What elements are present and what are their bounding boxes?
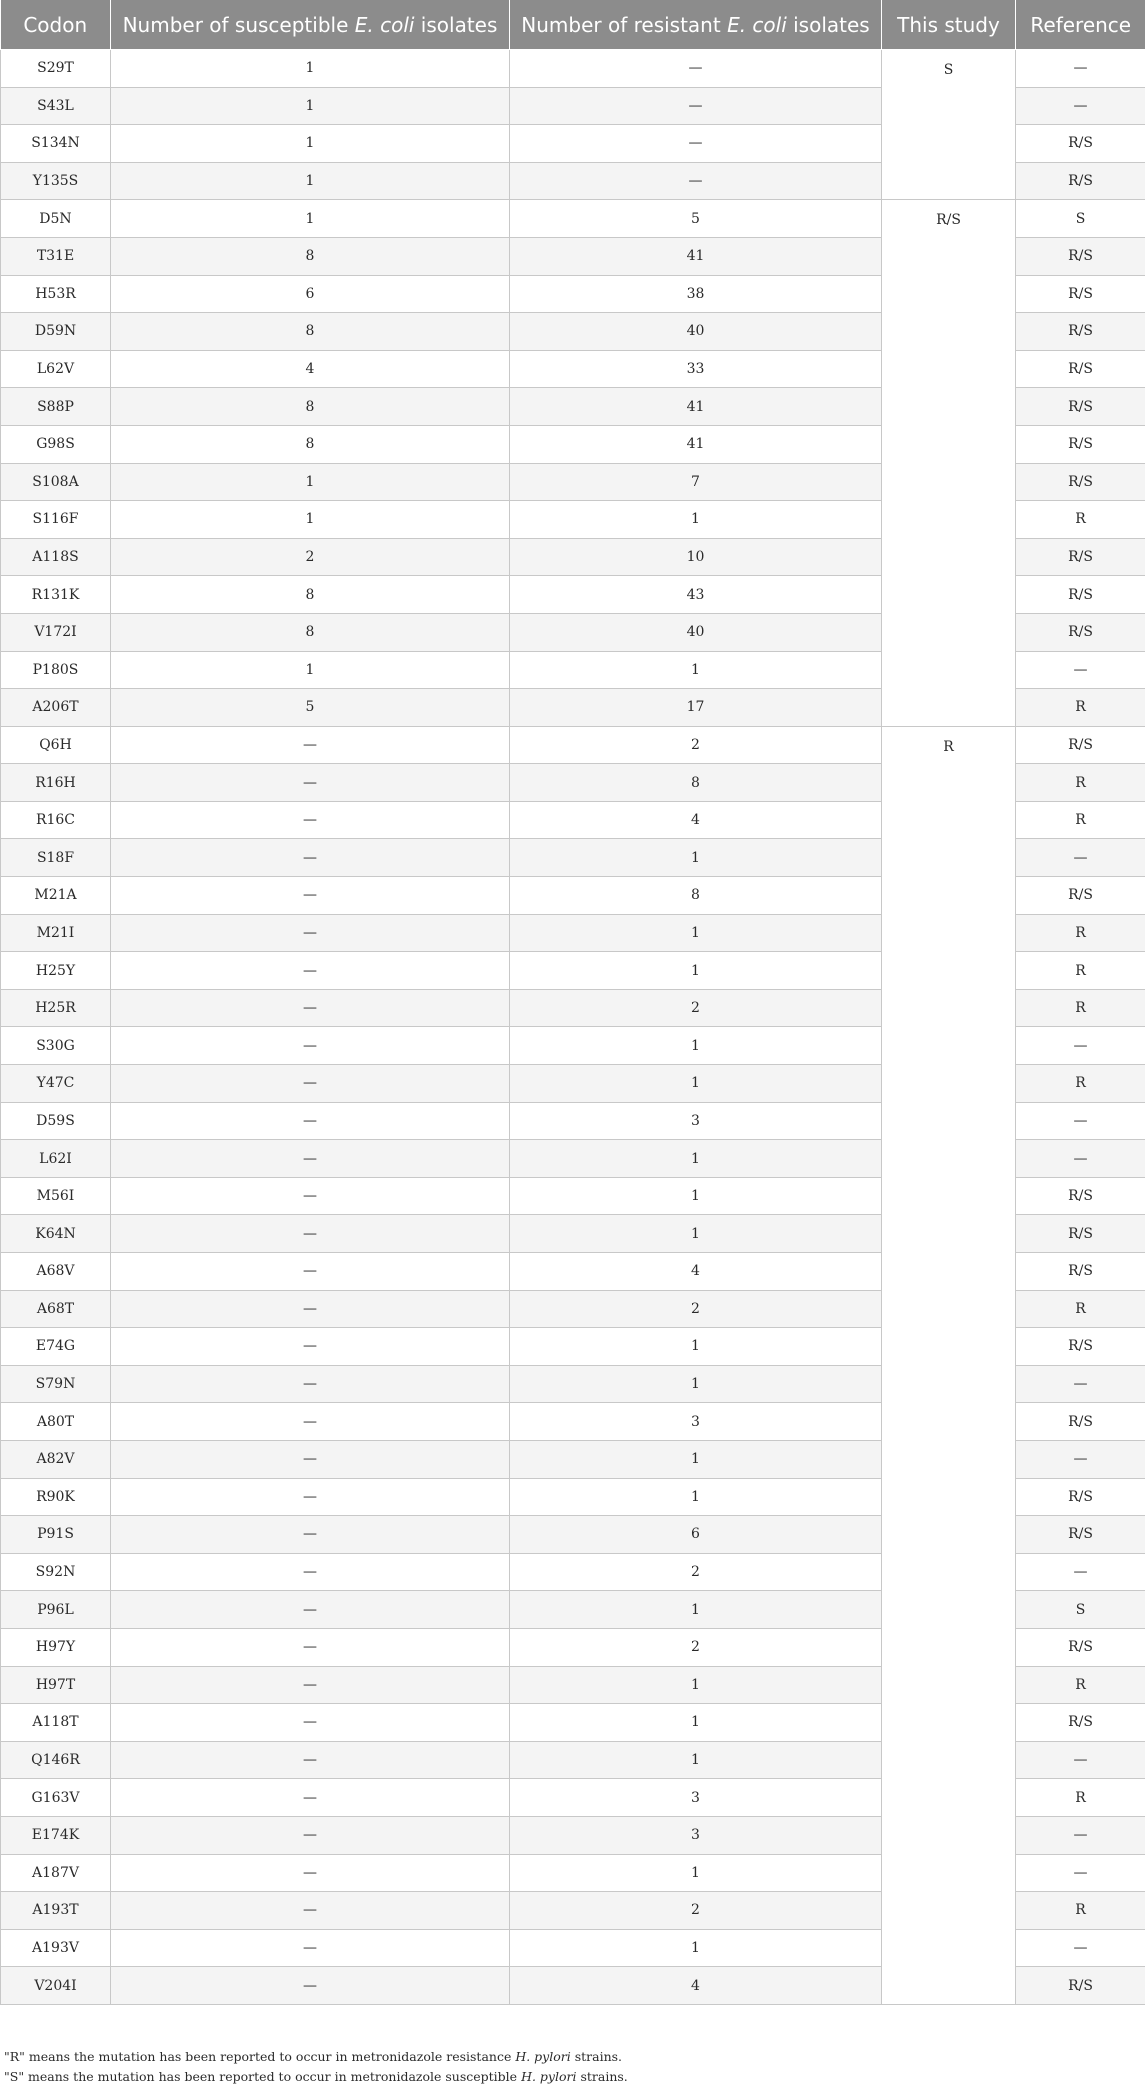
cell-susceptible-count: — — [111, 1177, 510, 1215]
cell-this-study: S — [882, 50, 1016, 200]
cell-reference: R/S — [1016, 1967, 1145, 2005]
cell-resistant-count: 1 — [510, 1365, 882, 1403]
cell-reference: R/S — [1016, 877, 1145, 915]
footnote-r — [4, 2047, 628, 2067]
table-row — [1, 726, 1145, 764]
cell-codon: S29T — [1, 50, 111, 88]
cell-codon: S88P — [1, 388, 111, 426]
cell-codon: H97Y — [1, 1628, 111, 1666]
cell-codon: A193V — [1, 1929, 111, 1967]
cell-codon: M21A — [1, 877, 111, 915]
cell-resistant-count: 1 — [510, 1140, 882, 1178]
header-resistant-pre: Number of resistant — [521, 12, 728, 37]
cell-susceptible-count: — — [111, 1553, 510, 1591]
cell-resistant-count: 6 — [510, 1516, 882, 1554]
cell-susceptible-count: — — [111, 1854, 510, 1892]
cell-codon: P91S — [1, 1516, 111, 1554]
cell-codon: D5N — [1, 200, 111, 238]
cell-reference: R — [1016, 1666, 1145, 1704]
cell-resistant-count: 41 — [510, 237, 882, 275]
cell-susceptible-count: — — [111, 1140, 510, 1178]
cell-reference: R/S — [1016, 125, 1145, 163]
cell-reference: R/S — [1016, 1177, 1145, 1215]
cell-susceptible-count: — — [111, 1365, 510, 1403]
cell-reference: R — [1016, 689, 1145, 727]
cell-codon: S134N — [1, 125, 111, 163]
cell-reference: R/S — [1016, 237, 1145, 275]
cell-reference: — — [1016, 50, 1145, 88]
cell-reference: R — [1016, 1779, 1145, 1817]
cell-resistant-count: 1 — [510, 1328, 882, 1366]
cell-resistant-count: 1 — [510, 1065, 882, 1103]
cell-susceptible-count: 2 — [111, 538, 510, 576]
cell-reference: R — [1016, 1892, 1145, 1930]
cell-resistant-count: 2 — [510, 726, 882, 764]
cell-codon: E174K — [1, 1816, 111, 1854]
cell-resistant-count: 1 — [510, 1215, 882, 1253]
cell-susceptible-count: 8 — [111, 425, 510, 463]
cell-reference: S — [1016, 1591, 1145, 1629]
cell-susceptible-count: — — [111, 1215, 510, 1253]
cell-resistant-count: 4 — [510, 801, 882, 839]
header-reference: Reference — [1016, 0, 1145, 50]
cell-resistant-count: 1 — [510, 914, 882, 952]
cell-reference: S — [1016, 200, 1145, 238]
cell-susceptible-count: 1 — [111, 50, 510, 88]
cell-codon: S108A — [1, 463, 111, 501]
cell-reference: — — [1016, 1816, 1145, 1854]
cell-resistant-count: 2 — [510, 1553, 882, 1591]
cell-resistant-count: 1 — [510, 1854, 882, 1892]
cell-resistant-count: 3 — [510, 1779, 882, 1817]
header-resistant-post: isolates — [786, 12, 870, 37]
cell-reference: R/S — [1016, 576, 1145, 614]
cell-resistant-count: 1 — [510, 1027, 882, 1065]
footnote-r-end: strains. — [570, 2049, 623, 2064]
cell-resistant-count: 1 — [510, 1704, 882, 1742]
header-susceptible-species: E. coli — [354, 12, 415, 37]
cell-resistant-count: — — [510, 50, 882, 88]
cell-reference: — — [1016, 651, 1145, 689]
cell-resistant-count: 1 — [510, 1440, 882, 1478]
cell-susceptible-count: 1 — [111, 162, 510, 200]
cell-resistant-count: 3 — [510, 1403, 882, 1441]
cell-susceptible-count: 8 — [111, 576, 510, 614]
cell-susceptible-count: — — [111, 1328, 510, 1366]
cell-resistant-count: 2 — [510, 1290, 882, 1328]
cell-reference: R — [1016, 1290, 1145, 1328]
cell-resistant-count: 1 — [510, 952, 882, 990]
table-row — [1, 200, 1145, 238]
cell-susceptible-count: — — [111, 764, 510, 802]
header-codon: Codon — [1, 0, 111, 50]
cell-susceptible-count: — — [111, 1779, 510, 1817]
cell-susceptible-count: 5 — [111, 689, 510, 727]
cell-resistant-count: 1 — [510, 1929, 882, 1967]
cell-codon: Q6H — [1, 726, 111, 764]
cell-resistant-count: 3 — [510, 1102, 882, 1140]
cell-codon: L62V — [1, 350, 111, 388]
cell-resistant-count: 7 — [510, 463, 882, 501]
cell-susceptible-count: — — [111, 1440, 510, 1478]
cell-codon: A206T — [1, 689, 111, 727]
cell-susceptible-count: 1 — [111, 651, 510, 689]
cell-susceptible-count: — — [111, 1253, 510, 1291]
cell-susceptible-count: 1 — [111, 501, 510, 539]
cell-resistant-count: 38 — [510, 275, 882, 313]
cell-resistant-count: 3 — [510, 1816, 882, 1854]
cell-resistant-count: 1 — [510, 651, 882, 689]
footnotes — [4, 2047, 628, 2087]
cell-resistant-count: 1 — [510, 501, 882, 539]
cell-codon: R90K — [1, 1478, 111, 1516]
table-body — [1, 50, 1145, 2005]
cell-resistant-count: 1 — [510, 1478, 882, 1516]
cell-susceptible-count: — — [111, 877, 510, 915]
cell-susceptible-count: — — [111, 914, 510, 952]
cell-resistant-count: — — [510, 162, 882, 200]
cell-resistant-count: 1 — [510, 1177, 882, 1215]
cell-susceptible-count: 8 — [111, 237, 510, 275]
cell-codon: D59N — [1, 313, 111, 351]
cell-codon: P96L — [1, 1591, 111, 1629]
cell-resistant-count: 40 — [510, 613, 882, 651]
cell-reference: R/S — [1016, 1704, 1145, 1742]
cell-susceptible-count: 8 — [111, 313, 510, 351]
cell-reference: R/S — [1016, 350, 1145, 388]
cell-resistant-count: 10 — [510, 538, 882, 576]
cell-reference: R/S — [1016, 1628, 1145, 1666]
cell-susceptible-count: — — [111, 726, 510, 764]
cell-susceptible-count: — — [111, 1967, 510, 2005]
cell-codon: M56I — [1, 1177, 111, 1215]
cell-codon: S43L — [1, 87, 111, 125]
cell-reference: R/S — [1016, 1215, 1145, 1253]
cell-codon: H25Y — [1, 952, 111, 990]
cell-reference: — — [1016, 1027, 1145, 1065]
cell-susceptible-count: — — [111, 801, 510, 839]
cell-susceptible-count: — — [111, 1591, 510, 1629]
table-row — [1, 50, 1145, 88]
cell-reference: R/S — [1016, 313, 1145, 351]
cell-susceptible-count: — — [111, 1027, 510, 1065]
footnote-s-species: H. pylori — [521, 2069, 577, 2084]
cell-resistant-count: 4 — [510, 1967, 882, 2005]
cell-codon: P180S — [1, 651, 111, 689]
cell-resistant-count: 17 — [510, 689, 882, 727]
cell-codon: R131K — [1, 576, 111, 614]
cell-susceptible-count: — — [111, 989, 510, 1027]
cell-reference: — — [1016, 87, 1145, 125]
cell-resistant-count: 1 — [510, 1741, 882, 1779]
cell-reference: — — [1016, 1102, 1145, 1140]
cell-codon: H25R — [1, 989, 111, 1027]
cell-reference: R/S — [1016, 1328, 1145, 1366]
cell-reference: R — [1016, 1065, 1145, 1103]
cell-codon: E74G — [1, 1328, 111, 1366]
cell-reference: R/S — [1016, 463, 1145, 501]
cell-resistant-count: 1 — [510, 1591, 882, 1629]
cell-reference: — — [1016, 1929, 1145, 1967]
cell-this-study: R/S — [882, 200, 1016, 726]
cell-reference: R/S — [1016, 425, 1145, 463]
cell-codon: A82V — [1, 1440, 111, 1478]
cell-codon: R16H — [1, 764, 111, 802]
footnote-s — [4, 2067, 628, 2087]
cell-reference: R — [1016, 501, 1145, 539]
cell-resistant-count: — — [510, 125, 882, 163]
header-susceptible — [111, 0, 510, 50]
cell-reference: R/S — [1016, 388, 1145, 426]
cell-codon: V172I — [1, 613, 111, 651]
cell-susceptible-count: — — [111, 1102, 510, 1140]
cell-codon: T31E — [1, 237, 111, 275]
cell-reference: — — [1016, 839, 1145, 877]
cell-susceptible-count: — — [111, 1290, 510, 1328]
cell-resistant-count: — — [510, 87, 882, 125]
cell-susceptible-count: — — [111, 1816, 510, 1854]
cell-reference: — — [1016, 1854, 1145, 1892]
cell-reference: R — [1016, 764, 1145, 802]
cell-reference: — — [1016, 1553, 1145, 1591]
cell-codon: R16C — [1, 801, 111, 839]
cell-susceptible-count: — — [111, 1704, 510, 1742]
cell-susceptible-count: 1 — [111, 200, 510, 238]
cell-reference: R/S — [1016, 1403, 1145, 1441]
cell-codon: A118S — [1, 538, 111, 576]
cell-resistant-count: 8 — [510, 764, 882, 802]
cell-susceptible-count: — — [111, 1666, 510, 1704]
cell-resistant-count: 1 — [510, 839, 882, 877]
cell-codon: A118T — [1, 1704, 111, 1742]
cell-susceptible-count: 1 — [111, 463, 510, 501]
cell-susceptible-count: 1 — [111, 125, 510, 163]
cell-reference: R — [1016, 952, 1145, 990]
table-header-row — [1, 0, 1145, 50]
cell-reference: R — [1016, 989, 1145, 1027]
header-susceptible-pre: Number of susceptible — [122, 12, 355, 37]
cell-susceptible-count: — — [111, 1065, 510, 1103]
cell-susceptible-count: 6 — [111, 275, 510, 313]
cell-susceptible-count: — — [111, 1628, 510, 1666]
cell-codon: D59S — [1, 1102, 111, 1140]
cell-resistant-count: 5 — [510, 200, 882, 238]
cell-reference: R — [1016, 801, 1145, 839]
header-this-study: This study — [882, 0, 1016, 50]
cell-codon: L62I — [1, 1140, 111, 1178]
cell-codon: H53R — [1, 275, 111, 313]
cell-reference: — — [1016, 1440, 1145, 1478]
header-resistant-species: E. coli — [727, 12, 787, 37]
cell-resistant-count: 2 — [510, 989, 882, 1027]
footnote-r-text: "R" means the mutation has been reported to occur in metronidazole resistance — [4, 2049, 516, 2064]
cell-codon: G163V — [1, 1779, 111, 1817]
cell-resistant-count: 43 — [510, 576, 882, 614]
cell-resistant-count: 41 — [510, 425, 882, 463]
cell-susceptible-count: 8 — [111, 388, 510, 426]
cell-codon: A68T — [1, 1290, 111, 1328]
cell-codon: A80T — [1, 1403, 111, 1441]
cell-susceptible-count: 1 — [111, 87, 510, 125]
cell-codon: S18F — [1, 839, 111, 877]
cell-reference: — — [1016, 1741, 1145, 1779]
header-resistant — [510, 0, 882, 50]
cell-resistant-count: 8 — [510, 877, 882, 915]
cell-reference: R — [1016, 914, 1145, 952]
cell-codon: H97T — [1, 1666, 111, 1704]
cell-susceptible-count: — — [111, 1478, 510, 1516]
cell-codon: A187V — [1, 1854, 111, 1892]
footnote-s-text: "S" means the mutation has been reported to occur in metronidazole susceptible — [4, 2069, 522, 2084]
cell-resistant-count: 41 — [510, 388, 882, 426]
cell-susceptible-count: 8 — [111, 613, 510, 651]
cell-reference: R/S — [1016, 275, 1145, 313]
cell-codon: S79N — [1, 1365, 111, 1403]
cell-susceptible-count: — — [111, 1516, 510, 1554]
cell-codon: A193T — [1, 1892, 111, 1930]
cell-reference: R/S — [1016, 613, 1145, 651]
cell-susceptible-count: — — [111, 1741, 510, 1779]
footnote-s-end: strains. — [576, 2069, 628, 2084]
cell-reference: R/S — [1016, 1478, 1145, 1516]
cell-susceptible-count: — — [111, 1892, 510, 1930]
cell-reference: R/S — [1016, 162, 1145, 200]
cell-codon: K64N — [1, 1215, 111, 1253]
cell-codon: Y47C — [1, 1065, 111, 1103]
cell-reference: R/S — [1016, 1253, 1145, 1291]
header-susceptible-post: isolates — [414, 12, 498, 37]
cell-codon: Y135S — [1, 162, 111, 200]
cell-reference: R/S — [1016, 538, 1145, 576]
cell-codon: S116F — [1, 501, 111, 539]
cell-reference: R/S — [1016, 726, 1145, 764]
cell-susceptible-count: 4 — [111, 350, 510, 388]
cell-susceptible-count: — — [111, 952, 510, 990]
cell-reference: R/S — [1016, 1516, 1145, 1554]
cell-resistant-count: 33 — [510, 350, 882, 388]
cell-susceptible-count: — — [111, 839, 510, 877]
cell-codon: Q146R — [1, 1741, 111, 1779]
cell-resistant-count: 2 — [510, 1892, 882, 1930]
cell-reference: — — [1016, 1140, 1145, 1178]
cell-this-study: R — [882, 726, 1016, 2004]
cell-resistant-count: 1 — [510, 1666, 882, 1704]
cell-codon: S30G — [1, 1027, 111, 1065]
cell-reference: — — [1016, 1365, 1145, 1403]
footnote-r-species: H. pylori — [515, 2049, 571, 2064]
cell-codon: V204I — [1, 1967, 111, 2005]
cell-codon: S92N — [1, 1553, 111, 1591]
cell-susceptible-count: — — [111, 1403, 510, 1441]
cell-resistant-count: 40 — [510, 313, 882, 351]
cell-susceptible-count: — — [111, 1929, 510, 1967]
cell-codon: G98S — [1, 425, 111, 463]
cell-codon: M21I — [1, 914, 111, 952]
cell-resistant-count: 2 — [510, 1628, 882, 1666]
cell-codon: A68V — [1, 1253, 111, 1291]
cell-resistant-count: 4 — [510, 1253, 882, 1291]
